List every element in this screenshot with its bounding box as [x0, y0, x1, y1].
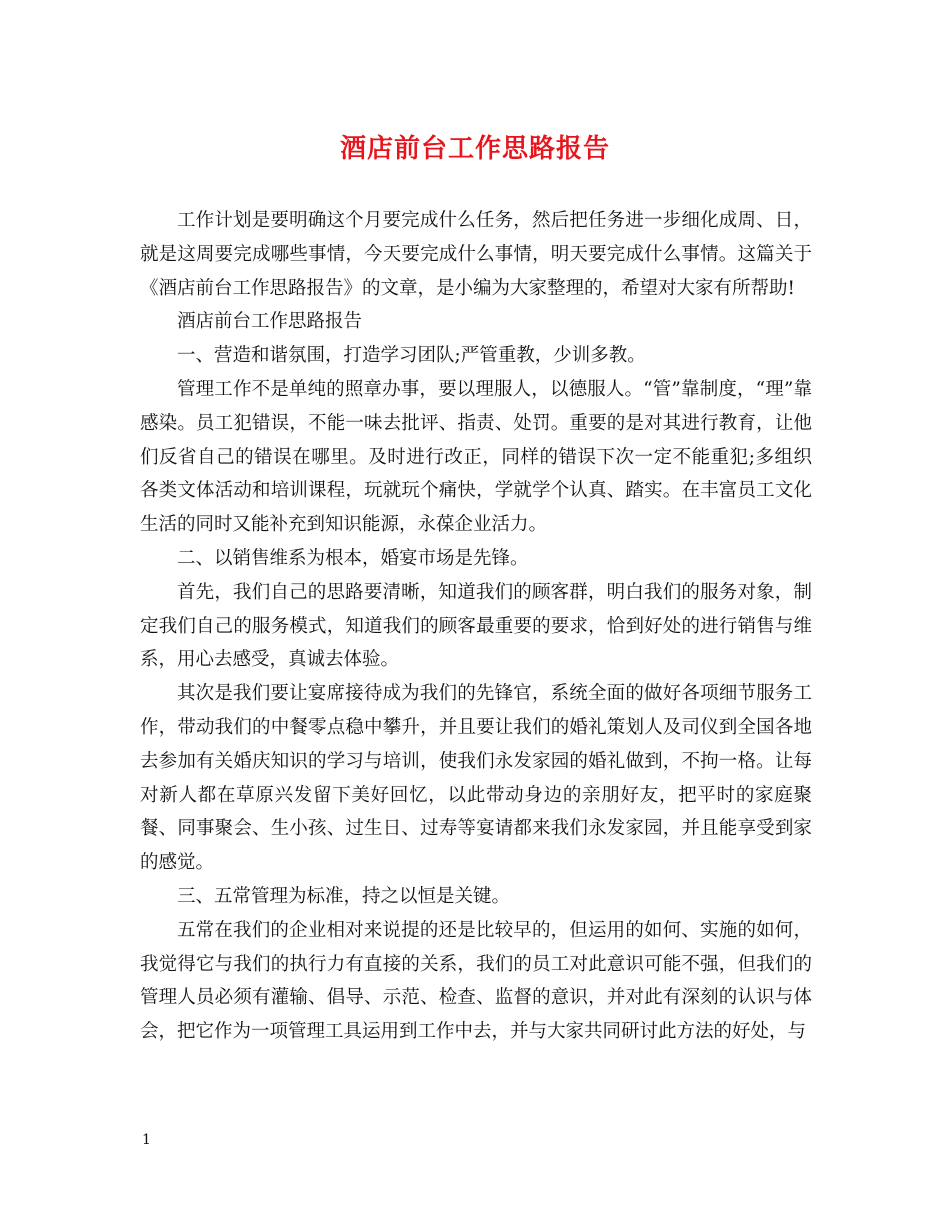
paragraph-subtitle: 酒店前台工作思路报告	[177, 311, 363, 333]
paragraph-intro: 工作计划是要明确这个月要完成什么任务，然后把任务进一步细化成周、日，就是这周要完成哪些事情，今天要完成什么事情，明天要完成什么事情。这篇关于《酒店前台工作思路报告》的文章，是小编为大家整理的，希望对大家有所帮助!	[140, 210, 812, 299]
paragraph-second: 其次是我们要让宴席接待成为我们的先锋官，系统全面的做好各项细节服务工作，带动我们的中餐零点稳中攀升，并且要让我们的婚礼策划人及司仪到全国各地去参加有关婚庆知识的学习与培训，使我们永发家园的婚礼做到，不拘一格。让每对新人都在草原兴发留下美好回忆，以此带动身边的亲朋好友，把平时的家庭聚餐、同事聚会、生小孩、过生日、过寿等宴请都来我们永发家园，并且能享受到家的感觉。	[140, 683, 812, 874]
paragraph-five-normal: 五常在我们的企业相对来说提的还是比较早的，但运用的如何、实施的如何，我觉得它与我们的执行力有直接的关系，我们的员工对此意识可能不强，但我们的管理人员必须有灌输、倡导、示范、检查、监督的意识，并对此有深刻的认识与体会，把它作为一项管理工具运用到工作中去，并与大家共同研讨此方法的好处，与	[140, 919, 812, 1043]
page-number: 1	[142, 1132, 151, 1148]
paragraph-first: 首先，我们自己的思路要清晰，知道我们的顾客群，明白我们的服务对象，制定我们自己的服务模式，知道我们的顾客最重要的要求，恰到好处的进行销售与维系，用心去感受，真诚去体验。	[140, 581, 812, 671]
paragraph-management: 管理工作不是单纯的照章办事，要以理服人，以德服人。“管”靠制度，“理”靠感染。员工犯错误，不能一味去批评、指责、处罚。重要的是对其进行教育，让他们反省自己的错误在哪里。及时进行改正，同样的错误下次一定不能重犯;多组织各类文体活动和培训课程，玩就玩个痛快，学就学个认真、踏实。在丰富员工文化生活的同时又能补充到知识能源，永葆企业活力。	[140, 378, 812, 536]
section-heading-2: 二、以销售维系为根本，婚宴市场是先锋。	[177, 547, 529, 569]
document-title: 酒店前台工作思路报告	[339, 134, 610, 164]
section-heading-1: 一、营造和谐氛围，打造学习团队;严管重教，少训多教。	[177, 345, 646, 367]
section-heading-3: 三、五常管理为标准，持之以恒是关键。	[177, 885, 511, 907]
document-body	[140, 204, 812, 1049]
